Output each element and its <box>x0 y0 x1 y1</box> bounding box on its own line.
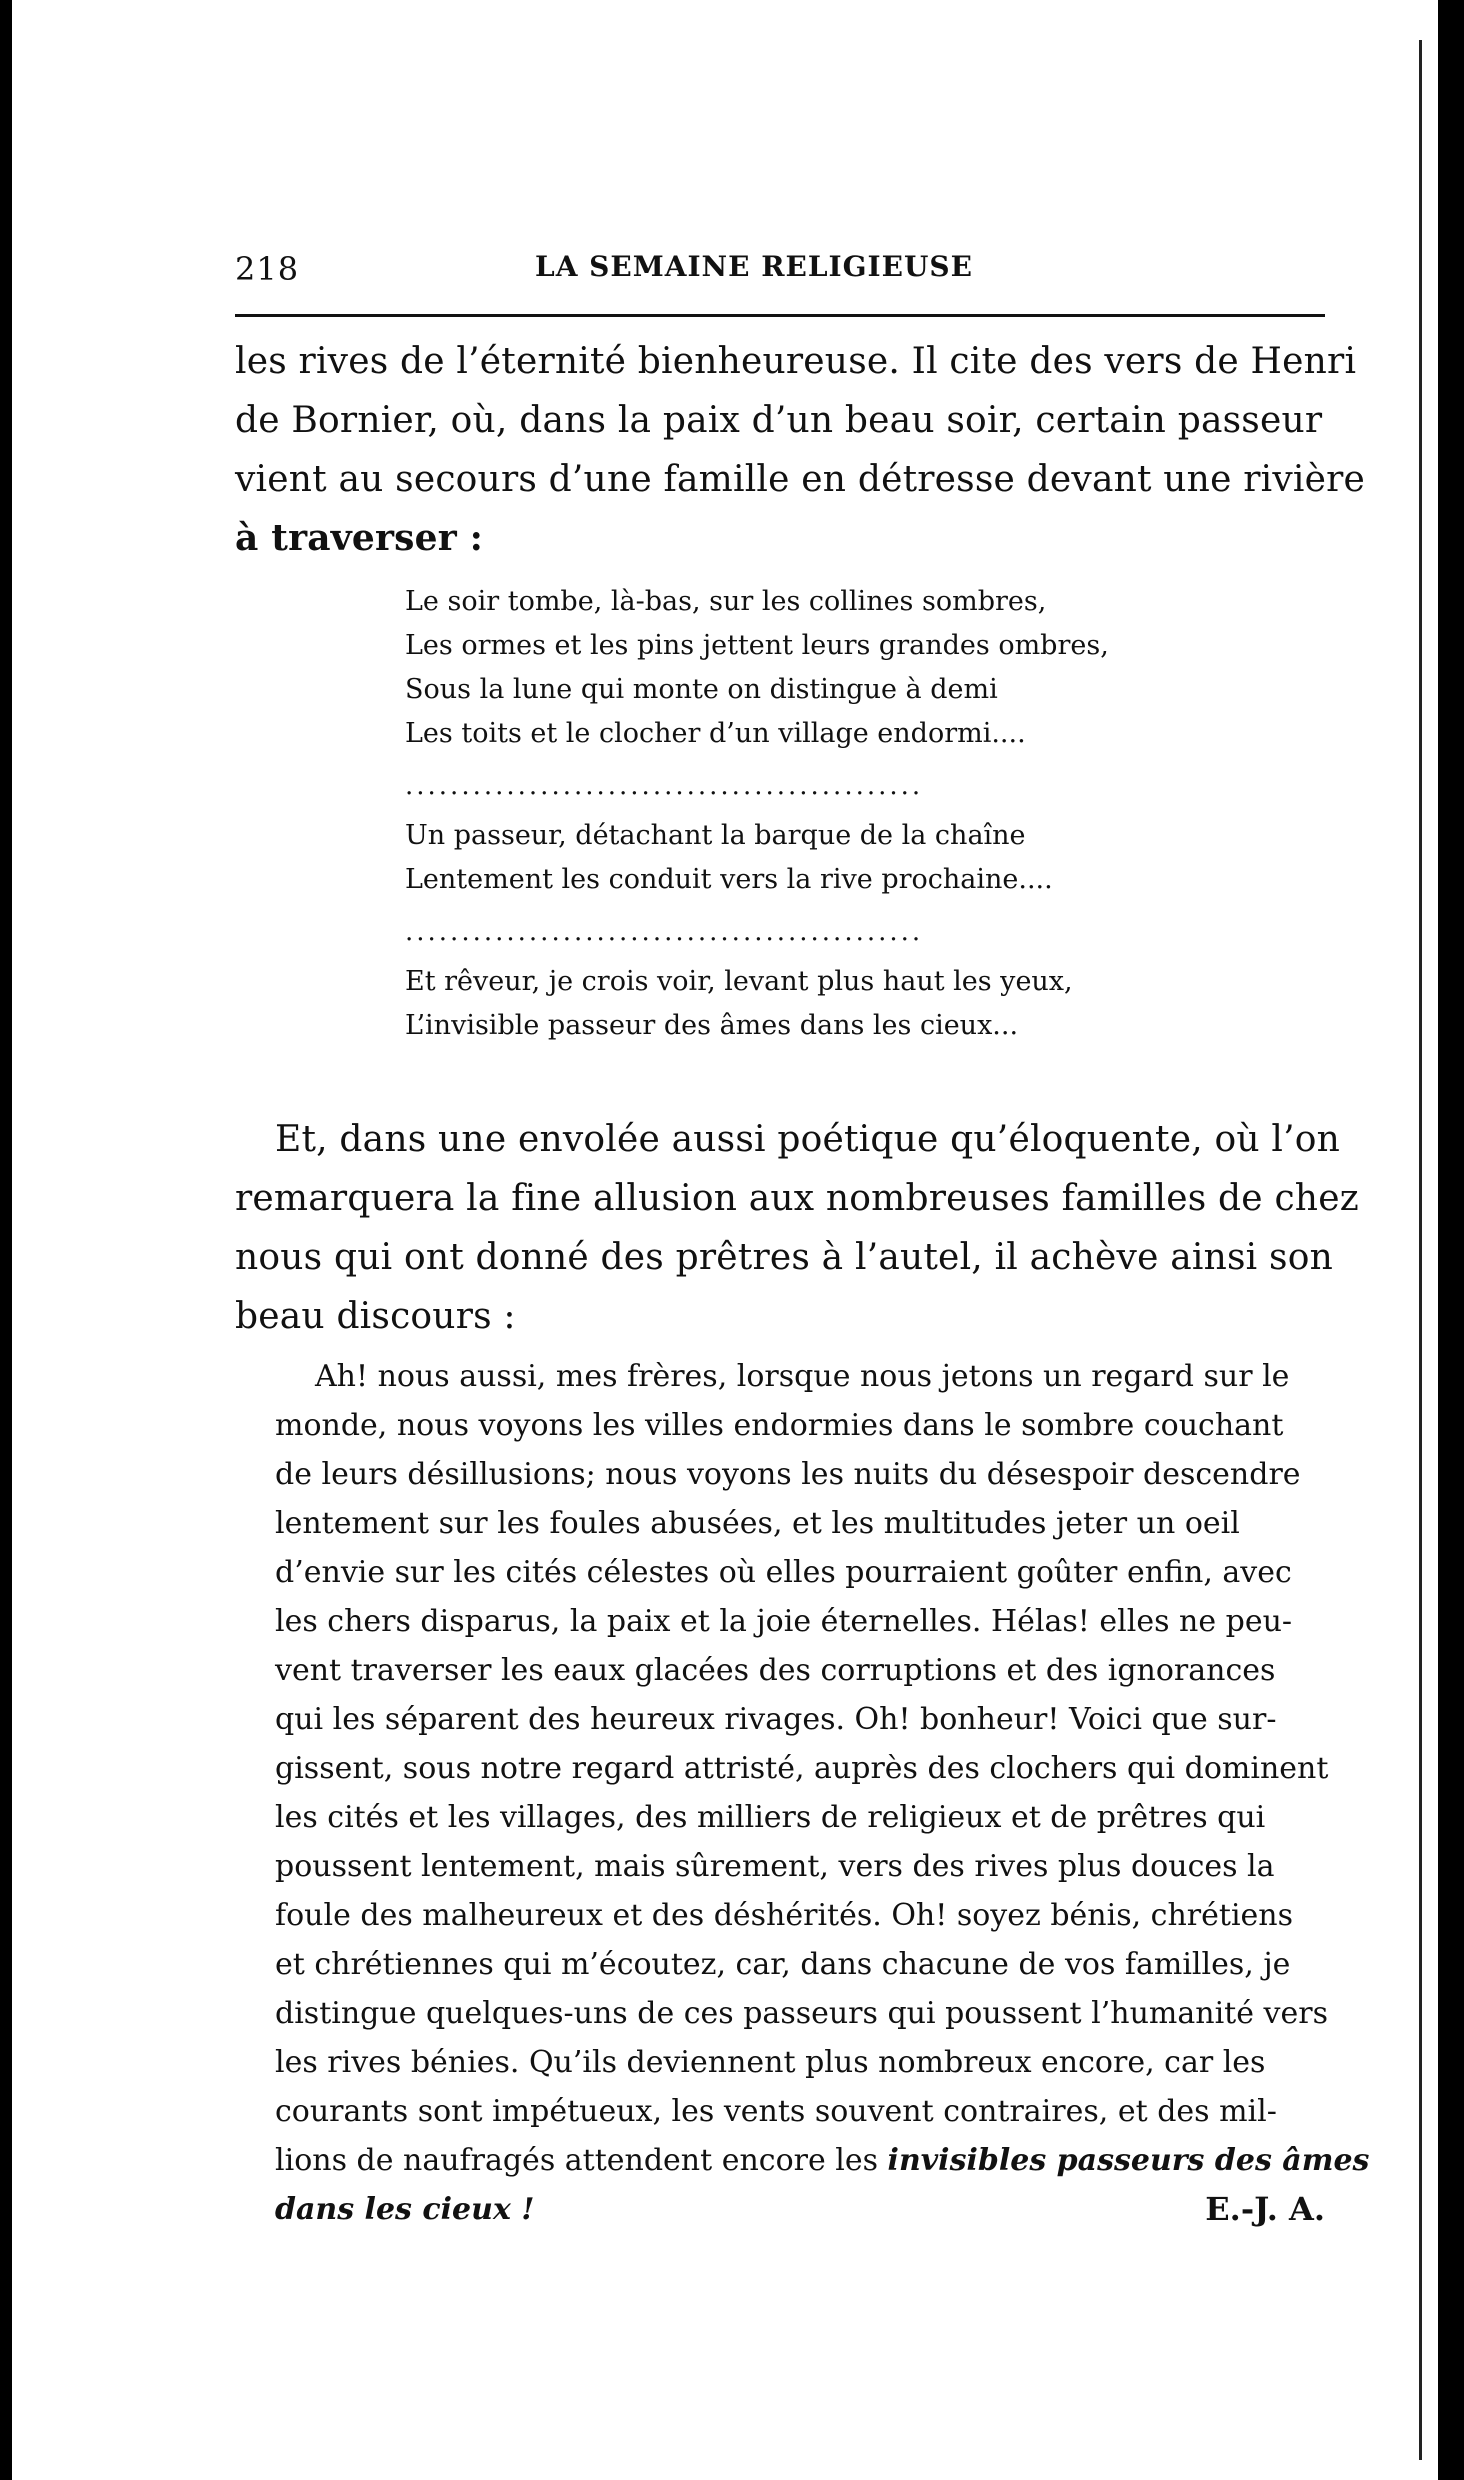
quote-line: gissent, sous notre regard attristé, auprès des clochers qui dominent <box>275 1751 1329 1786</box>
quote-line: et chrétiennes qui m’écoutez, car, dans chacune de vos familles, je <box>275 1947 1291 1982</box>
quote-line: foule des malheureux et des déshérités. Oh! soyez bénis, chrétiens <box>275 1898 1294 1933</box>
verse-line: Les toits et le clocher d’un village endormi.... <box>405 718 1026 749</box>
running-head <box>235 232 1390 292</box>
quote-line: les chers disparus, la paix et la joie éternelles. Hélas! elles ne peu- <box>275 1604 1293 1639</box>
quote-line: les cités et les villages, des milliers de religieux et de prêtres qui <box>275 1800 1266 1835</box>
quote-text: lions de naufragés attendent encore les <box>275 2143 888 2178</box>
quote-italic-text: invisibles passeurs des âmes <box>887 2143 1370 2178</box>
verse-quotation <box>405 580 1205 1048</box>
closing-italic: dans les cieux ! <box>275 2192 535 2227</box>
discourse-quote <box>275 1352 1370 2185</box>
text-line: beau discours : <box>235 1296 516 1337</box>
verse-line: Le soir tombe, là-bas, sur les collines sombres, <box>405 586 1047 617</box>
verse-line: Lentement les conduit vers la rive prochaine.... <box>405 864 1053 895</box>
quote-line: d’envie sur les cités célestes où elles pourraient goûter enfin, avec <box>275 1555 1292 1590</box>
quote-line: courants sont impétueux, les vents souvent contraires, et des mil- <box>275 2094 1277 2129</box>
quote-line: de leurs désillusions; nous voyons les nuits du désespoir descendre <box>275 1457 1301 1492</box>
text-line: à traverser : <box>235 517 484 559</box>
scan-gutter-line <box>1419 40 1422 2460</box>
text-line: Et, dans une envolée aussi poétique qu’éloquente, où l’on <box>275 1119 1341 1160</box>
verse-line: Et rêveur, je crois voir, levant plus haut les yeux, <box>405 966 1073 997</box>
ellipsis-rule: .............................................. <box>405 771 924 801</box>
quote-line: distingue quelques-uns de ces passeurs qui poussent l’humanité vers <box>275 1996 1328 2031</box>
book-page <box>235 232 1390 2232</box>
text-line: nous qui ont donné des prêtres à l’autel, il achève ainsi son <box>235 1237 1333 1278</box>
running-title: LA SEMAINE RELIGIEUSE <box>535 250 973 283</box>
quote-line: monde, nous voyons les villes endormies dans le sombre couchant <box>275 1408 1284 1443</box>
closing-line <box>275 2185 1365 2234</box>
text-line: les rives de l’éternité bienheureuse. Il cite des vers de Henri <box>235 341 1357 382</box>
intro-paragraph <box>235 332 1375 568</box>
verse-line: Sous la lune qui monte on distingue à demi <box>405 674 998 705</box>
quote-line: poussent lentement, mais sûrement, vers des rives plus douces la <box>275 1849 1275 1884</box>
quote-line: vent traverser les eaux glacées des corruptions et des ignorances <box>275 1653 1276 1688</box>
quote-line: les rives bénies. Qu’ils deviennent plus nombreux encore, car les <box>275 2045 1266 2080</box>
quote-line: Ah! nous aussi, mes frères, lorsque nous jetons un regard sur le <box>315 1359 1290 1394</box>
text-line: remarquera la fine allusion aux nombreuses familles de chez <box>235 1178 1359 1219</box>
scan-border-right <box>1438 0 1464 2480</box>
verse-line: Un passeur, détachant la barque de la chaîne <box>405 820 1026 851</box>
page-number: 218 <box>235 250 300 288</box>
text-line: vient au secours d’une famille en détresse devant une rivière <box>235 459 1366 500</box>
ellipsis-rule: .............................................. <box>405 917 924 947</box>
quote-line: lentement sur les foules abusées, et les multitudes jeter un oeil <box>275 1506 1240 1541</box>
header-rule <box>235 314 1325 317</box>
verse-line: Les ormes et les pins jettent leurs grandes ombres, <box>405 630 1109 661</box>
verse-line: L’invisible passeur des âmes dans les cieux... <box>405 1010 1019 1041</box>
text-line: de Bornier, où, dans la paix d’un beau soir, certain passeur <box>235 400 1323 441</box>
scan-border-left <box>0 0 12 2480</box>
second-paragraph <box>235 1110 1375 1346</box>
quote-line-final <box>275 2136 1370 2185</box>
signature: E.-J. A. <box>1205 2190 1325 2228</box>
quote-line: qui les séparent des heureux rivages. Oh! bonheur! Voici que sur- <box>275 1702 1277 1737</box>
